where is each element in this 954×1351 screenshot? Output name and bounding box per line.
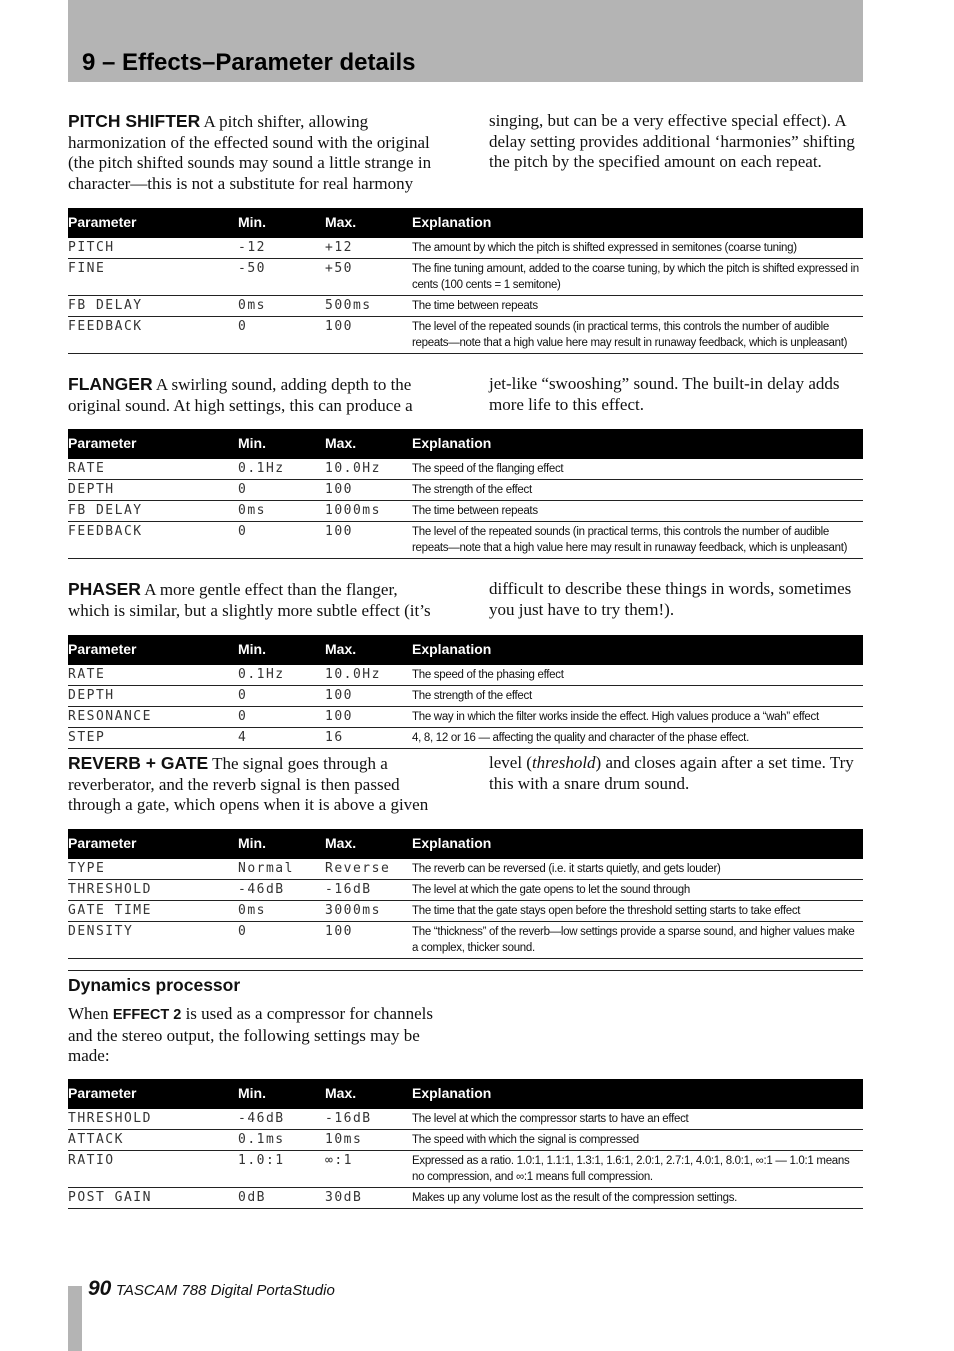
cell-min: 0: [238, 922, 325, 959]
cell-param: TYPE: [68, 859, 238, 880]
cell-param: STEP: [68, 728, 238, 749]
cell-max: 16: [325, 728, 412, 749]
table-row: [68, 501, 863, 522]
cell-min: 0ms: [238, 296, 325, 317]
cell-min: 0ms: [238, 901, 325, 922]
cell-min: 0: [238, 707, 325, 728]
column-header-min: Min.: [238, 635, 325, 665]
cell-expl: The speed of the flanging effect: [412, 459, 863, 480]
cell-max: 100: [325, 686, 412, 707]
cell-min: 0ms: [238, 501, 325, 522]
intro-right: difficult to describe these things in words, sometimes you just have to try them!).: [489, 579, 852, 619]
cell-expl: The level of the repeated sounds (in practical terms, this controls the number of audible repeats—note that a high value here may result in runaway feedback, which is unpleasant): [412, 522, 863, 559]
cell-param: FINE: [68, 259, 238, 296]
cell-max: 10ms: [325, 1130, 412, 1151]
cell-expl: The speed with which the signal is compressed: [412, 1130, 863, 1151]
dynamics-heading: Dynamics processor: [68, 975, 241, 995]
cell-expl: The reverb can be reversed (i.e. it starts quietly, and gets louder): [412, 859, 863, 880]
intro-left: PHASER A more gentle effect than the flanger, which is similar, but a slightly more subtle effect (it’s: [68, 579, 431, 620]
cell-param: RATIO: [68, 1151, 238, 1188]
column-header-param: Parameter: [68, 208, 238, 238]
cell-max: -16dB: [325, 880, 412, 901]
column-header-expl: Explanation: [412, 208, 863, 238]
cell-min: 0.1Hz: [238, 459, 325, 480]
table-header-row: [68, 208, 863, 238]
cell-expl: The “thickness” of the reverb—low settings provide a sparse sound, and higher values make a complex, thicker sound.: [412, 922, 863, 959]
table-header-row: [68, 829, 863, 859]
cell-param: THRESHOLD: [68, 1109, 238, 1130]
flanger-intro: [68, 374, 863, 416]
column-header-expl: Explanation: [412, 429, 863, 459]
cell-max: 10.0Hz: [325, 665, 412, 686]
page-number: 90: [88, 1277, 112, 1300]
section-title: PHASER: [68, 579, 141, 599]
phaser-intro: [68, 579, 863, 621]
column-header-expl: Explanation: [412, 829, 863, 859]
cell-expl: The level at which the compressor starts to have an effect: [412, 1109, 863, 1130]
reverb-gate-intro: [68, 753, 863, 816]
table-row: [68, 480, 863, 501]
cell-max: +50: [325, 259, 412, 296]
section-title: PITCH SHIFTER: [68, 111, 201, 131]
table-header-row: [68, 429, 863, 459]
chapter-title: 9 – Effects–Parameter details: [82, 49, 416, 76]
cell-max: 100: [325, 522, 412, 559]
page-footer: [68, 1277, 335, 1301]
cell-expl: The time between repeats: [412, 501, 863, 522]
column-header-min: Min.: [238, 429, 325, 459]
table-row: [68, 1109, 863, 1130]
table-row: [68, 1130, 863, 1151]
section-title: FLANGER: [68, 374, 153, 394]
cell-param: ATTACK: [68, 1130, 238, 1151]
cell-min: -46dB: [238, 880, 325, 901]
cell-max: 100: [325, 317, 412, 354]
phaser-table: [68, 635, 863, 749]
table-row: [68, 1188, 863, 1209]
cell-param: RATE: [68, 665, 238, 686]
column-header-max: Max.: [325, 429, 412, 459]
cell-param: DENSITY: [68, 922, 238, 959]
section-divider: [68, 970, 863, 971]
table-row: [68, 707, 863, 728]
cell-min: 1.0:1: [238, 1151, 325, 1188]
table-row: [68, 922, 863, 959]
flanger-table: [68, 429, 863, 559]
cell-min: -12: [238, 238, 325, 259]
column-header-min: Min.: [238, 829, 325, 859]
table-row: [68, 686, 863, 707]
cell-min: 0: [238, 522, 325, 559]
table-row: [68, 1151, 863, 1188]
cell-expl: The level of the repeated sounds (in practical terms, this controls the number of audible repeats—note that a high value here may result in runaway feedback, which is unpleasant): [412, 317, 863, 354]
cell-expl: Expressed as a ratio. 1.0:1, 1.1:1, 1.3:1, 1.6:1, 2.0:1, 2.7:1, 4.0:1, 8.0:1, ∞:1 — 1.0:1 means no compression, and ∞:1 means full compression.: [412, 1151, 863, 1188]
cell-param: DEPTH: [68, 480, 238, 501]
cell-max: +12: [325, 238, 412, 259]
pitch-shifter-table: [68, 208, 863, 354]
cell-min: 0.1Hz: [238, 665, 325, 686]
intro-left: FLANGER A swirling sound, adding depth to the original sound. At high settings, this can produce a: [68, 374, 413, 415]
column-header-param: Parameter: [68, 829, 238, 859]
cell-min: 0: [238, 686, 325, 707]
cell-max: -16dB: [325, 1109, 412, 1130]
intro-right: jet-like “swooshing” sound. The built-in delay adds more life to this effect.: [489, 374, 840, 414]
table-row: [68, 459, 863, 480]
cell-max: 100: [325, 922, 412, 959]
table-row: [68, 259, 863, 296]
cell-param: GATE TIME: [68, 901, 238, 922]
table-row: [68, 859, 863, 880]
cell-min: 0: [238, 317, 325, 354]
cell-expl: The fine tuning amount, added to the coarse tuning, by which the pitch is shifted expressed in cents (100 cents = 1 semitone): [412, 259, 863, 296]
cell-expl: The time between repeats: [412, 296, 863, 317]
cell-max: 100: [325, 480, 412, 501]
table-row: [68, 317, 863, 354]
column-header-param: Parameter: [68, 1079, 238, 1109]
intro-right: singing, but can be a very effective special effect). A delay setting provides additional ‘harmonies” shifting the pitch by the specified amount on each repeat.: [489, 111, 855, 172]
cell-param: FB DELAY: [68, 296, 238, 317]
column-header-min: Min.: [238, 208, 325, 238]
cell-expl: The way in which the filter works inside the effect. High values produce a “wah” effect: [412, 707, 863, 728]
column-header-param: Parameter: [68, 429, 238, 459]
product-name: TASCAM 788 Digital PortaStudio: [115, 1282, 335, 1299]
column-header-max: Max.: [325, 208, 412, 238]
cell-expl: Makes up any volume lost as the result of the compression settings.: [412, 1188, 863, 1209]
table-row: [68, 901, 863, 922]
intro-left: REVERB + GATE The signal goes through a reverberator, and the reverb signal is then passed through a gate, which opens when it is above a given: [68, 753, 429, 815]
cell-expl: 4, 8, 12 or 16 — affecting the quality and character of the phase effect.: [412, 728, 863, 749]
table-header-row: [68, 635, 863, 665]
table-row: [68, 880, 863, 901]
cell-expl: The strength of the effect: [412, 686, 863, 707]
cell-min: 0dB: [238, 1188, 325, 1209]
pitch-shifter-intro: [68, 111, 863, 195]
cell-min: 0: [238, 480, 325, 501]
table-row: [68, 296, 863, 317]
cell-min: Normal: [238, 859, 325, 880]
column-header-expl: Explanation: [412, 635, 863, 665]
cell-expl: The speed of the phasing effect: [412, 665, 863, 686]
cell-max: 1000ms: [325, 501, 412, 522]
intro-right: level (threshold) and closes again after a set time. Try this with a snare drum sound.: [489, 753, 854, 793]
column-header-expl: Explanation: [412, 1079, 863, 1109]
cell-max: 100: [325, 707, 412, 728]
cell-param: PITCH: [68, 238, 238, 259]
cell-param: RESONANCE: [68, 707, 238, 728]
section-title: REVERB + GATE: [68, 753, 209, 773]
cell-max: 3000ms: [325, 901, 412, 922]
cell-min: 0.1ms: [238, 1130, 325, 1151]
table-row: [68, 665, 863, 686]
cell-max: 500ms: [325, 296, 412, 317]
cell-param: FB DELAY: [68, 501, 238, 522]
reverb-gate-table: [68, 829, 863, 959]
cell-param: THRESHOLD: [68, 880, 238, 901]
cell-expl: The level at which the gate opens to let the sound through: [412, 880, 863, 901]
cell-max: 30dB: [325, 1188, 412, 1209]
column-header-param: Parameter: [68, 635, 238, 665]
cell-expl: The strength of the effect: [412, 480, 863, 501]
cell-param: FEEDBACK: [68, 522, 238, 559]
cell-param: RATE: [68, 459, 238, 480]
column-header-max: Max.: [325, 635, 412, 665]
cell-max: Reverse: [325, 859, 412, 880]
cell-max: 10.0Hz: [325, 459, 412, 480]
column-header-max: Max.: [325, 1079, 412, 1109]
table-header-row: [68, 1079, 863, 1109]
cell-expl: The amount by which the pitch is shifted expressed in semitones (coarse tuning): [412, 238, 863, 259]
cell-min: -50: [238, 259, 325, 296]
table-row: [68, 238, 863, 259]
column-header-max: Max.: [325, 829, 412, 859]
dynamics-table: [68, 1079, 863, 1209]
chapter-header: [68, 0, 863, 82]
table-row: [68, 522, 863, 559]
cell-param: FEEDBACK: [68, 317, 238, 354]
cell-expl: The time that the gate stays open before the threshold setting starts to take effect: [412, 901, 863, 922]
dynamics-text: When EFFECT 2 is used as a compressor for channels and the stereo output, the following settings may be made:: [68, 1004, 433, 1066]
cell-min: -46dB: [238, 1109, 325, 1130]
cell-param: DEPTH: [68, 686, 238, 707]
table-row: [68, 728, 863, 749]
cell-param: POST GAIN: [68, 1188, 238, 1209]
cell-max: ∞:1: [325, 1151, 412, 1188]
column-header-min: Min.: [238, 1079, 325, 1109]
intro-left: PITCH SHIFTER A pitch shifter, allowing harmonization of the effected sound with the original (the pitch shifted sounds may sound a little strange in character—this is not a substitute for real harmony: [68, 111, 432, 194]
cell-min: 4: [238, 728, 325, 749]
dynamics-intro: [68, 975, 863, 1067]
